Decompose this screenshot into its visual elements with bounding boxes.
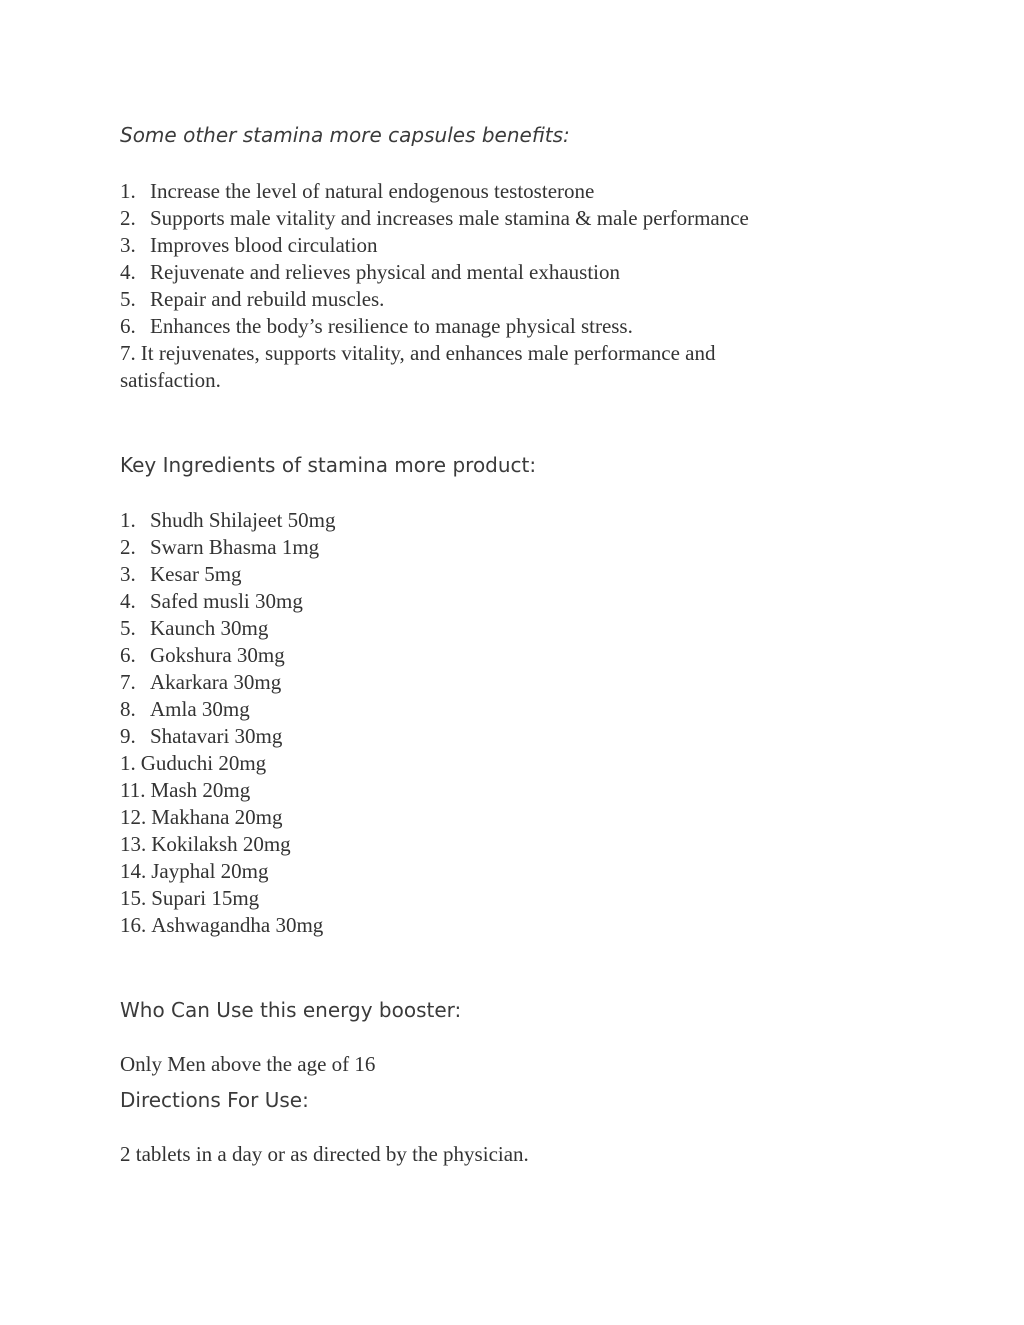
list-item: 11. Mash 20mg [120, 778, 251, 802]
list-item: 13. Kokilaksh 20mg [120, 832, 291, 856]
list-item: 6. Gokshura 30mg [120, 643, 285, 667]
directions-text: 2 tablets in a day or as directed by the physician. [120, 1142, 529, 1166]
who-heading: Who Can Use this energy booster: [120, 998, 462, 1022]
ingredients-heading: Key Ingredients of stamina more product: [120, 453, 537, 477]
list-item: 4. Rejuvenate and relieves physical and mental exhaustion [120, 260, 621, 284]
list-item: 3. Improves blood circulation [120, 233, 378, 257]
benefits-heading: Some other stamina more capsules benefits: [120, 123, 570, 147]
list-item: 9. Shatavari 30mg [120, 724, 283, 748]
list-item: 15. Supari 15mg [120, 886, 260, 910]
list-item: 1. Shudh Shilajeet 50mg [120, 508, 336, 532]
list-item: 1. Increase the level of natural endogenous testosterone [120, 179, 595, 203]
directions-heading: Directions For Use: [120, 1088, 309, 1112]
list-item: 5. Repair and rebuild muscles. [120, 287, 385, 311]
list-item: 16. Ashwagandha 30mg [120, 913, 324, 937]
document-page [120, 0, 1000, 1325]
who-text: Only Men above the age of 16 [120, 1052, 376, 1076]
benefits-list [120, 178, 820, 394]
list-item: 7. It rejuvenates, supports vitality, and enhances male performance and satisfaction. [120, 341, 716, 392]
list-item: 4. Safed musli 30mg [120, 589, 303, 613]
list-item: 2. Supports male vitality and increases male stamina & male performance [120, 206, 749, 230]
list-item: 14. Jayphal 20mg [120, 859, 269, 883]
list-item: 1. Guduchi 20mg [120, 751, 267, 775]
ingredients-list [120, 507, 336, 939]
list-item: 8. Amla 30mg [120, 697, 250, 721]
list-item: 6. Enhances the body’s resilience to manage physical stress. [120, 314, 633, 338]
list-item: 12. Makhana 20mg [120, 805, 283, 829]
list-item: 5. Kaunch 30mg [120, 616, 269, 640]
list-item: 2. Swarn Bhasma 1mg [120, 535, 320, 559]
list-item: 3. Kesar 5mg [120, 562, 242, 586]
list-item: 7. Akarkara 30mg [120, 670, 282, 694]
